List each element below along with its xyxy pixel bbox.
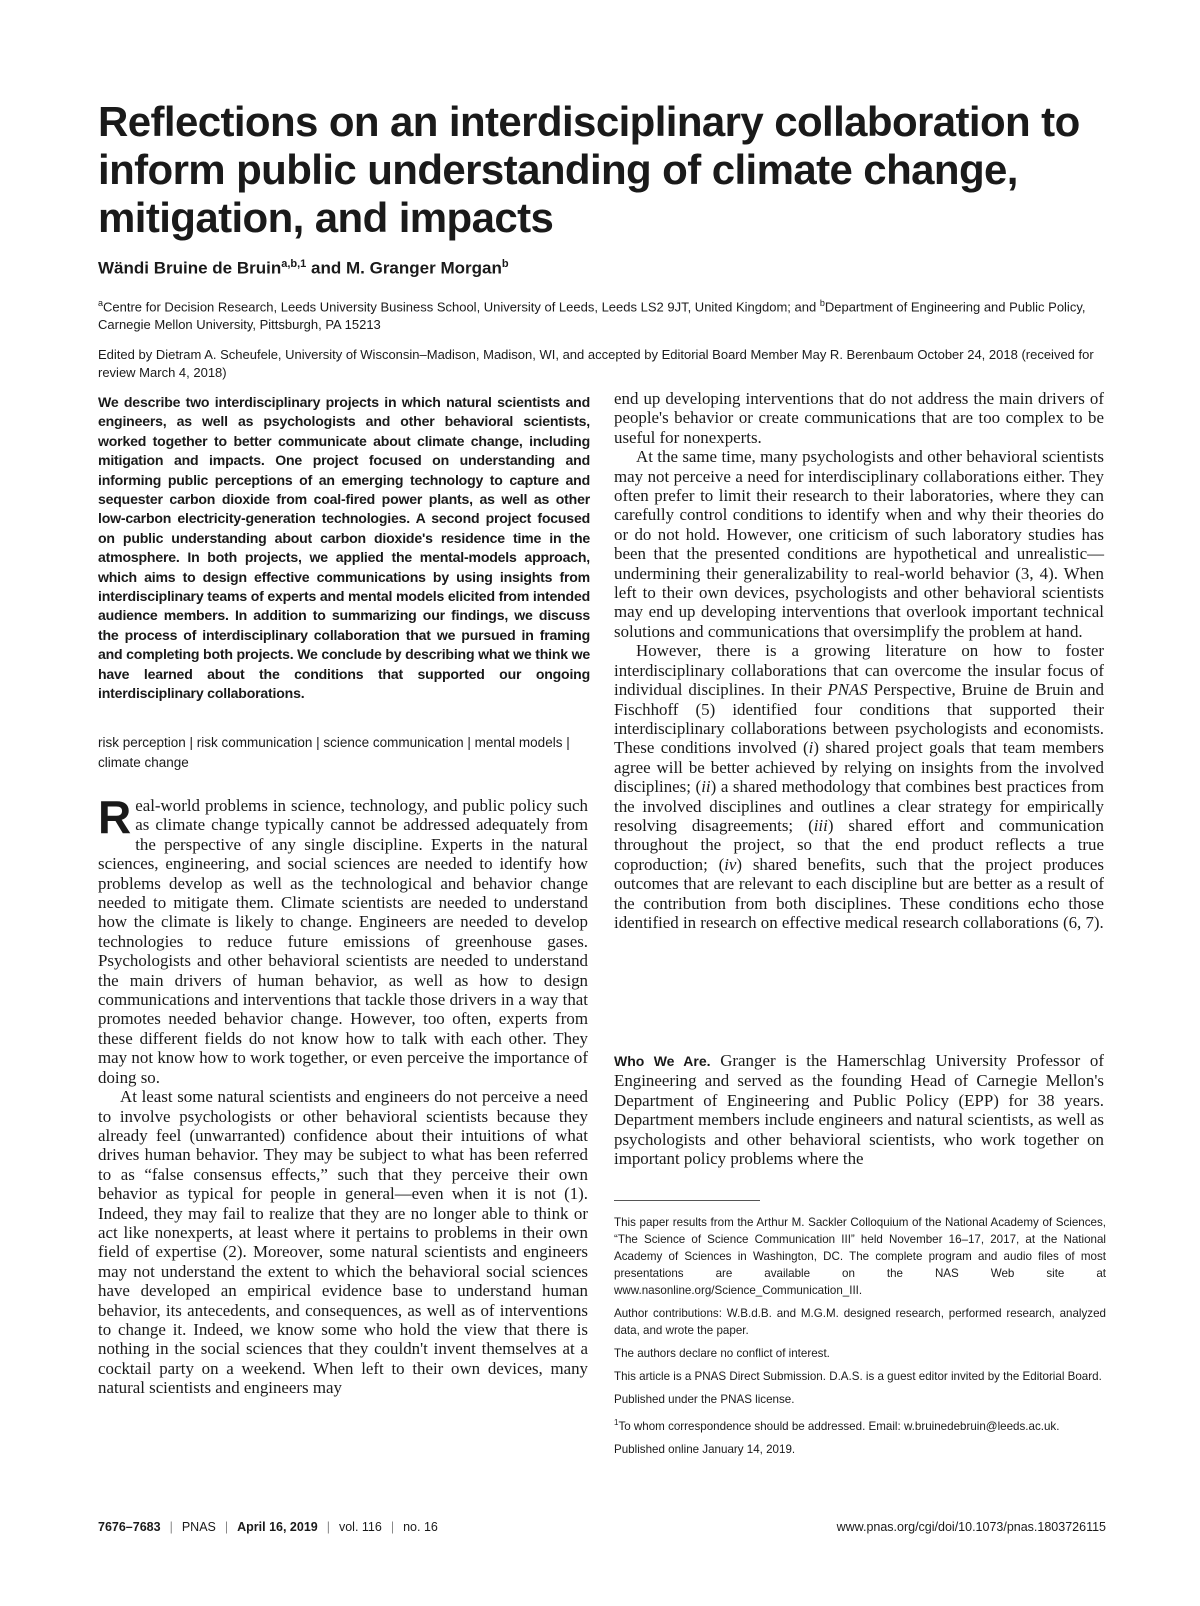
- author-name: Wändi Bruine de Bruin: [98, 258, 282, 278]
- doi-link[interactable]: www.pnas.org/cgi/doi/10.1073/pnas.1803726115: [836, 1520, 1106, 1534]
- body-paragraph: [98, 791, 588, 1087]
- body-paragraph: end up developing interventions that do not address the main drivers of people's behavior or create communications that are too complex to be useful for nonexperts.: [614, 389, 1104, 447]
- who-we-are-section: [614, 1051, 1104, 1168]
- footnote-contributions: Author contributions: W.B.d.B. and M.G.M. designed research, performed research, analyzed data, and wrote the paper.: [614, 1307, 1106, 1337]
- title-line: Reflections on an interdisciplinary collaboration to: [98, 98, 1080, 145]
- drop-cap: R: [98, 791, 132, 843]
- body-column-right: [614, 389, 1104, 932]
- affiliation-mark: a: [98, 298, 104, 308]
- paragraph-text: Perspective, Bruine de Bruin and Fischhoff (5) identified four conditions that supported their interdisciplinary collaborations between psychologists and economists. These conditions involved (: [614, 680, 1104, 758]
- author-conjunction: and: [306, 258, 346, 278]
- body-column-left: [98, 791, 588, 1398]
- footnotes: [614, 1214, 1106, 1464]
- page-range: 7676–7683: [98, 1520, 161, 1534]
- journal-name: PNAS: [181, 1520, 216, 1534]
- correspondence-text: To whom correspondence should be addressed. Email: w.bruinedebruin@leeds.ac.uk.: [618, 1419, 1060, 1433]
- volume: vol. 116: [338, 1520, 382, 1534]
- footnote-mark: 1: [614, 1418, 619, 1427]
- affiliations: [98, 294, 1128, 334]
- edited-by: Edited by Dietram A. Scheufele, University of Wisconsin–Madison, Madison, WI, and accepted by Editorial Board Member May R. Berenbaum October 24, 2018 (received for review March 4, 2018): [98, 347, 1094, 380]
- author-name: M. Granger Morgan: [345, 258, 502, 278]
- paragraph-text: ) shared effort and communication throughout the project, so that the end product reflects a true coproduction; (: [614, 815, 1105, 874]
- paragraph-text: eal-world problems in science, technology, and public policy such as climate change typically cannot be addressed adequately from the perspective of any single discipline. Experts in the natural sciences, engineering, and social sciences are needed to identify how problems develop as well as the technological and behavior change needed to mitigate them. Climate scientists are needed to understand how the climate is likely to change. Engineers are needed to develop technologies to reduce future emissions of greenhouse gases. Psychologists and other behavioral scientists are needed to understand the main drivers of human behavior, as well as how to design communications and interventions that tackle those drivers in a way that promotes needed behavior change. However, too often, experts from these different fields do not know how to talk with each other. They may not know how to work together, or even perceive the importance of doing so.: [98, 796, 588, 1087]
- list-numeral: iv: [724, 854, 737, 874]
- author-affiliation-mark: a,b,1: [281, 258, 307, 270]
- affiliation-text: Department of Engineering and Public Policy, Carnegie Mellon University, Pittsburgh, PA 15213: [98, 299, 1086, 333]
- title-line: mitigation, and impacts: [98, 194, 554, 241]
- keywords: risk perception | risk communication | science communication | mental models | climate change: [98, 735, 570, 770]
- affiliation-text: Centre for Decision Research, Leeds University Business School, University of Leeds, Leeds LS2 9JT, United Kingdom; and: [103, 299, 820, 315]
- paragraph-text: ) shared project goals that team members agree will be better achieved by relying on insights from the involved disciplines; (: [614, 738, 1104, 797]
- footnote-correspondence: [614, 1414, 1106, 1435]
- paragraph-text: ) a shared methodology that combines best practices from the involved disciplines and outlines a clear strategy for empirically resolving disagreements; (: [614, 777, 1104, 835]
- footnote-published: Published online January 14, 2019.: [614, 1442, 796, 1456]
- footnote-license: Published under the PNAS license.: [614, 1393, 795, 1406]
- title-line: inform public understanding of climate change,: [98, 146, 1018, 193]
- author-affiliation-mark: b: [501, 258, 509, 270]
- paragraph-text: However, there is a growing literature on how to foster interdisciplinary collaborations that can overcome the insular focus of individual disciplines. In their: [614, 641, 1104, 700]
- list-numeral: iii: [813, 815, 828, 835]
- affiliation-mark: b: [819, 298, 825, 308]
- article-title: [98, 98, 1118, 242]
- footnote-divider: [614, 1200, 760, 1201]
- footnote-direct-submission: This article is a PNAS Direct Submission. D.A.S. is a guest editor invited by the Editorial Board.: [614, 1370, 1102, 1383]
- footnote-conflict: The authors declare no conflict of interest.: [614, 1347, 830, 1360]
- section-heading: Who We Are.: [614, 1053, 711, 1069]
- abstract: We describe two interdisciplinary projects in which natural scientists and engineers, as well as psychologists and other behavioral scientists, worked together to better communicate about climate change, including mitigation and impacts. One project focused on understanding and informing public perceptions of an emerging technology to capture and sequester carbon dioxide from coal-fired power plants, as well as other low-carbon electricity-generation technologies. A second project focused on public understanding about carbon dioxide's residence time in the atmosphere. In both projects, we applied the mental-models approach, which aims to design effective communications by using insights from interdisciplinary teams of experts and mental models elicited from intended audience members. In addition to summarizing our findings, we discuss the process of interdisciplinary collaboration that we pursued in framing and completing both projects. We conclude by describing what we think we have learned about the conditions that supported our ongoing interdisciplinary collaborations.: [98, 394, 590, 702]
- footnote-colloquium: This paper results from the Arthur M. Sackler Colloquium of the National Academy of Sciences, “The Science of Science Communication III” held November 16–17, 2017, at the National Academy of Sciences in Washington, DC. The complete program and audio files of most presentations are available on the NAS Web site at www.nasonline.org/Science_Communication_III.: [614, 1216, 1106, 1297]
- paragraph-text: Granger is the Hamerschlag University Professor of Engineering and served as the founding Head of Carnegie Mellon's Department of Engineering and Public Policy (EPP) for 38 years. Department members include engineers and natural scientists, as well as psychologists and other behavioral scientists, who work together on important policy problems where the: [614, 1051, 1104, 1169]
- issue-date: April 16, 2019: [237, 1520, 318, 1534]
- page-footer: 7676–7683 | PNAS | April 16, 2019 | vol. 116 | no. 16 www.pnas.org/cgi/doi/10.1073/pnas.1803726115: [98, 1520, 1106, 1534]
- author-list: [98, 258, 509, 279]
- list-numeral: i: [808, 738, 814, 758]
- list-numeral: ii: [701, 777, 711, 797]
- paragraph-text: ) shared benefits, such that the project produces outcomes that are relevant to each discipline but are better as a result of the contribution from both disciplines. These conditions echo those identified in research on effective medical research collaborations (6, 7).: [614, 854, 1104, 932]
- body-paragraph: [614, 641, 1104, 932]
- body-paragraph: At the same time, many psychologists and other behavioral scientists may not perceive a need for interdisciplinary collaborations either. They often prefer to limit their research to their laboratories, where they can carefully control conditions to identify when and why their theories do or do not hold. However, one criticism of such laboratory studies has been that the presented conditions are hypothetical and unrealistic—undermining their generalizability to real-world behavior (3, 4). When left to their own devices, psychologists and other behavioral scientists may end up developing interventions that overlook important technical solutions and communications that oversimplify the problem at hand.: [614, 447, 1104, 641]
- journal-name: PNAS: [827, 680, 868, 700]
- issue-number: no. 16: [403, 1520, 438, 1534]
- body-paragraph: At least some natural scientists and engineers do not perceive a need to involve psychologists or other behavioral scientists because they already feel (unwarranted) confidence about their intuitions of what drives human behavior. They may be subject to what has been referred to as “false consensus effects,” such that they perceive their own behavior as typical for people in general—even when it is not (1). Indeed, they may fail to realize that they are no longer able to think or act like nonexperts, at least where it pertains to problems in their own field of expertise (2). Moreover, some natural scientists and engineers may not understand the extent to which the behavioral social sciences have developed an empirical evidence base to understand human behavior, its antecedents, and consequences, as well as of interventions to change it. Indeed, we know some who hold the view that there is nothing in the social sciences that they couldn't invent themselves at a cocktail party on a weekend. When left to their own devices, many natural scientists and engineers may: [98, 1087, 588, 1398]
